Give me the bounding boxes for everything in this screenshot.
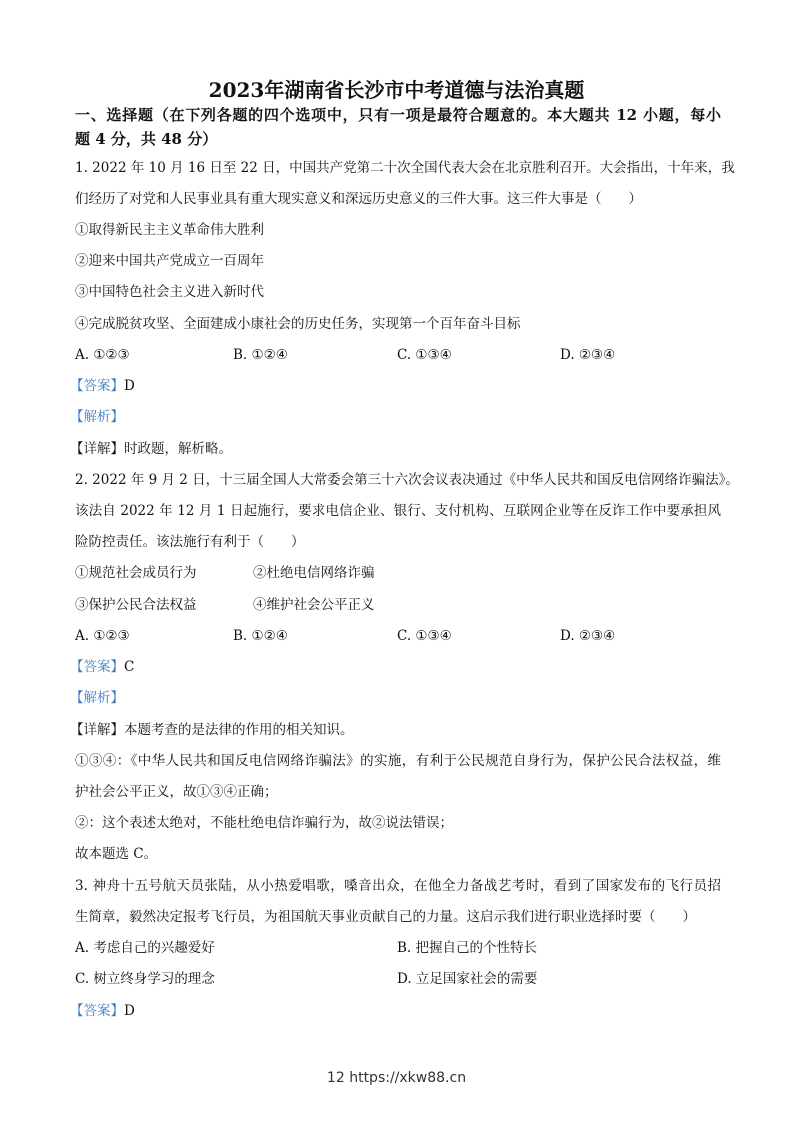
q3-stem: 3. 神舟十五号航天员张陆，从小热爱唱歌，嗓音出众，在他全力备战艺考时，看到了国家发布的飞行员招: [75, 878, 721, 894]
footer-url[interactable]: https://xkw88.cn: [349, 1070, 467, 1086]
q3-option-c: C. 树立终身学习的理念: [75, 971, 215, 987]
q1-detail: [70, 440, 232, 458]
q1-option-b: B. ①②④: [233, 347, 288, 363]
q2-option-b: B. ①②④: [233, 628, 288, 644]
q2-explain: 护社会公平正义，故①③④正确；: [75, 784, 278, 800]
q3-answer: [70, 1002, 135, 1020]
detail-text: 本题考查的是法律的作用的相关知识。: [124, 722, 354, 738]
q1-item: ③中国特色社会主义进入新时代: [75, 284, 264, 300]
page-footer: [0, 1070, 793, 1086]
q2-explain: 故本题选 C。: [75, 846, 158, 862]
analysis-label: 【解析】: [70, 690, 124, 706]
q3-option-b: B. 把握自己的个性特长: [397, 940, 538, 956]
detail-label: 【详解】: [70, 722, 124, 738]
q2-option-c: C. ①③④: [397, 628, 452, 644]
q2-answer: [70, 658, 134, 676]
q3-option-d: D. 立足国家社会的需要: [397, 971, 538, 987]
q1-item: ②迎来中国共产党成立一百周年: [75, 253, 264, 269]
answer-label: 【答案】: [70, 659, 124, 675]
q2-item: ①规范社会成员行为: [75, 565, 197, 581]
q2-option-a: A. ①②③: [75, 628, 130, 644]
q1-option-c: C. ①③④: [397, 347, 452, 363]
q2-detail: [70, 721, 354, 739]
q3-stem: 生简章，毅然决定报考飞行员，为祖国航天事业贡献自己的力量。这启示我们进行职业选择时要（ ）: [75, 909, 696, 925]
q2-stem: 险防控责任。该法施行有利于（ ）: [75, 534, 305, 550]
q1-item: ①取得新民主主义革命伟大胜利: [75, 222, 264, 238]
detail-text: 时政题，解析略。: [124, 441, 232, 457]
answer-value: D: [124, 1003, 135, 1019]
q2-explain: ①③④：《中华人民共和国反电信网络诈骗法》的实施，有利于公民规范自身行为，保护公民合法权益，维: [75, 753, 721, 769]
q1-option-a: A. ①②③: [75, 347, 130, 363]
q1-stem: 1. 2022 年 10 月 16 日至 22 日，中国共产党第二十次全国代表大会在北京胜利召开。大会指出，十年来，我: [75, 160, 735, 176]
answer-label: 【答案】: [70, 1003, 124, 1019]
q2-explain: ②：这个表述太绝对，不能杜绝电信诈骗行为，故②说法错误；: [75, 815, 453, 831]
answer-label: 【答案】: [70, 378, 124, 394]
analysis-label: 【解析】: [70, 409, 124, 425]
q2-item: ③保护公民合法权益: [75, 597, 197, 613]
detail-label: 【详解】: [70, 441, 124, 457]
q2-option-d: D. ②③④: [560, 628, 616, 644]
section-heading-cont: 题 4 分，共 48 分）: [75, 130, 218, 148]
page-number: 12: [326, 1070, 345, 1086]
q2-item: ④维护社会公平正义: [253, 597, 375, 613]
q3-option-a: A. 考虑自己的兴趣爱好: [75, 940, 215, 956]
answer-value: C: [124, 659, 135, 675]
q2-item: ②杜绝电信网络诈骗: [253, 565, 375, 581]
section-heading: 一、选择题（在下列各题的四个选项中，只有一项是最符合题意的。本大题共 12 小题，每小: [75, 106, 721, 124]
q1-answer: [70, 377, 135, 395]
q2-stem: 2. 2022 年 9 月 2 日，十三届全国人大常委会第三十六次会议表决通过《中华人民共和国反电信网络诈骗法》。: [75, 472, 739, 488]
page-title: 2023年湖南省长沙市中考道德与法治真题: [208, 78, 585, 102]
q1-option-d: D. ②③④: [560, 347, 616, 363]
answer-value: D: [124, 378, 135, 394]
q1-stem: 们经历了对党和人民事业具有重大现实意义和深远历史意义的三件大事。这三件大事是（ ）: [75, 191, 642, 207]
q2-stem: 该法自 2022 年 12 月 1 日起施行，要求电信企业、银行、支付机构、互联网企业等在反诈工作中要承担风: [75, 503, 721, 519]
q1-item: ④完成脱贫攻坚、全面建成小康社会的历史任务，实现第一个百年奋斗目标: [75, 316, 521, 332]
